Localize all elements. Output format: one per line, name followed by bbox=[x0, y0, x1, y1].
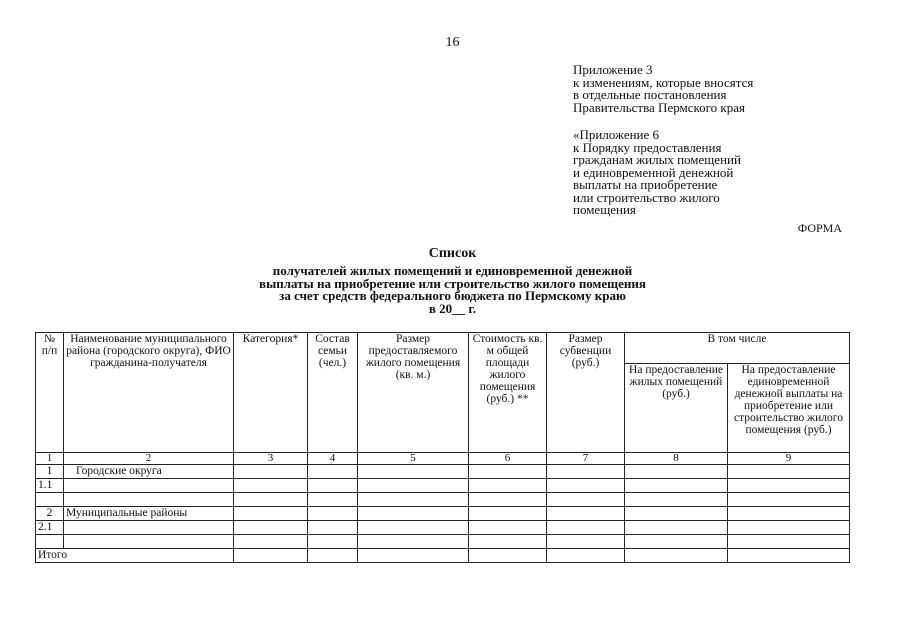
row-num bbox=[36, 535, 64, 549]
row-total-label: Итого bbox=[36, 549, 234, 563]
document-title: Список bbox=[428, 246, 477, 261]
header-cost: Стоимость кв. м общей площади жилого помещения (руб.) ** bbox=[469, 333, 547, 453]
subtitle-line: в 20__ г. bbox=[428, 300, 477, 316]
table-cell bbox=[547, 521, 625, 535]
document-subtitle bbox=[0, 265, 905, 315]
col-number: 2 bbox=[64, 453, 234, 465]
appendix-line: в отдельные постановления bbox=[573, 87, 727, 102]
subtitle-line: получателей жилых помещений и единовременной денежной bbox=[272, 263, 633, 278]
header-subsidy: Размер субвенции (руб.) bbox=[547, 333, 625, 453]
table-cell bbox=[625, 479, 728, 493]
row-num bbox=[36, 493, 64, 507]
table-row bbox=[36, 465, 850, 479]
recipients-table bbox=[35, 332, 850, 563]
appendix-line: к изменениям, которые вносятся bbox=[573, 74, 754, 90]
table-cell bbox=[625, 521, 728, 535]
header-size: Размер предоставляемого жилого помещения (кв. м.) bbox=[358, 333, 469, 453]
col-number: 9 bbox=[728, 453, 850, 465]
table-cell bbox=[728, 479, 850, 493]
appendix-line: гражданам жилых помещений bbox=[573, 152, 741, 167]
row-name: Муниципальные районы bbox=[64, 507, 234, 521]
table-header-row bbox=[36, 333, 850, 364]
column-numbers-row bbox=[36, 453, 850, 465]
table-cell bbox=[469, 549, 547, 563]
table-row-total bbox=[36, 549, 850, 563]
header-family: Состав семьи (чел.) bbox=[308, 333, 358, 453]
table-cell bbox=[469, 493, 547, 507]
table-cell bbox=[358, 521, 469, 535]
subtitle-line: выплаты на приобретение или строительство жилого помещения bbox=[259, 275, 646, 291]
table-cell bbox=[234, 507, 308, 521]
header-sub-payment: На предоставление единовременной денежной выплаты на приобретение или строительство жилого помещения (руб.) bbox=[728, 364, 850, 453]
header-category: Категория* bbox=[234, 333, 308, 453]
appendix-line: Приложение 3 bbox=[573, 62, 653, 77]
table-cell bbox=[469, 507, 547, 521]
page-number: 16 bbox=[445, 35, 460, 50]
table-cell bbox=[358, 479, 469, 493]
appendix-line: и единовременной денежной bbox=[573, 164, 734, 180]
table-cell bbox=[625, 535, 728, 549]
table-cell bbox=[234, 479, 308, 493]
appendix-line: к Порядку предоставления bbox=[573, 139, 722, 155]
table-row bbox=[36, 535, 850, 549]
table-cell bbox=[234, 465, 308, 479]
table-cell bbox=[358, 549, 469, 563]
appendix-line: Правительства Пермского края bbox=[573, 99, 745, 115]
table-cell bbox=[728, 507, 850, 521]
table-row bbox=[36, 493, 850, 507]
table-cell bbox=[308, 535, 358, 549]
row-name bbox=[64, 535, 234, 549]
table-cell bbox=[469, 465, 547, 479]
table-cell bbox=[547, 549, 625, 563]
header-name: Наименование муниципального района (городского округа), ФИО гражданина-получателя bbox=[64, 333, 234, 453]
appendix-line: помещения bbox=[573, 202, 636, 217]
table-cell bbox=[308, 521, 358, 535]
table-row bbox=[36, 521, 850, 535]
table-cell bbox=[625, 465, 728, 479]
table-cell bbox=[625, 493, 728, 507]
row-name: Городские округа bbox=[64, 465, 234, 479]
col-number: 4 bbox=[308, 453, 358, 465]
subtitle-line: за счет средств федерального бюджета по Пермскому краю bbox=[279, 288, 626, 303]
row-name bbox=[64, 493, 234, 507]
col-number: 1 bbox=[36, 453, 64, 465]
row-name bbox=[64, 479, 234, 493]
row-num: 1 bbox=[36, 465, 64, 479]
table-cell bbox=[547, 535, 625, 549]
col-number: 8 bbox=[625, 453, 728, 465]
table-cell bbox=[547, 493, 625, 507]
appendix-line: или строительство жилого bbox=[573, 189, 720, 205]
table-cell bbox=[358, 465, 469, 479]
table-cell bbox=[308, 549, 358, 563]
table-cell bbox=[547, 479, 625, 493]
row-num: 2 bbox=[36, 507, 64, 521]
col-number: 5 bbox=[358, 453, 469, 465]
table-cell bbox=[308, 465, 358, 479]
table-cell bbox=[625, 549, 728, 563]
table-cell bbox=[234, 535, 308, 549]
appendix-line: «Приложение 6 bbox=[573, 127, 660, 142]
table-cell bbox=[547, 507, 625, 521]
row-num: 2.1 bbox=[36, 521, 64, 535]
row-num: 1.1 bbox=[36, 479, 64, 493]
col-number: 7 bbox=[547, 453, 625, 465]
table-cell bbox=[308, 507, 358, 521]
table-cell bbox=[469, 535, 547, 549]
table-cell bbox=[358, 535, 469, 549]
table-cell bbox=[234, 549, 308, 563]
table-cell bbox=[234, 493, 308, 507]
table-cell bbox=[728, 521, 850, 535]
appendix-line: выплаты на приобретение bbox=[573, 177, 718, 192]
table-cell bbox=[308, 493, 358, 507]
table-row bbox=[36, 507, 850, 521]
appendix-header-2 bbox=[573, 129, 741, 217]
table-cell bbox=[728, 493, 850, 507]
table-cell bbox=[469, 479, 547, 493]
forma-label: ФОРМА bbox=[797, 221, 842, 235]
table-cell bbox=[308, 479, 358, 493]
header-num: № п/п bbox=[36, 333, 64, 453]
table-cell bbox=[547, 465, 625, 479]
table-cell bbox=[728, 535, 850, 549]
table-cell bbox=[358, 507, 469, 521]
table-cell bbox=[728, 549, 850, 563]
table-cell bbox=[469, 521, 547, 535]
row-name bbox=[64, 521, 234, 535]
header-sub-housing: На предоставление жилых помещений (руб.) bbox=[625, 364, 728, 453]
header-including: В том числе bbox=[625, 333, 850, 364]
table-row bbox=[36, 479, 850, 493]
appendix-header bbox=[573, 64, 753, 114]
table-cell bbox=[234, 521, 308, 535]
table-cell bbox=[625, 507, 728, 521]
table-cell bbox=[358, 493, 469, 507]
table-cell bbox=[728, 465, 850, 479]
col-number: 6 bbox=[469, 453, 547, 465]
col-number: 3 bbox=[234, 453, 308, 465]
